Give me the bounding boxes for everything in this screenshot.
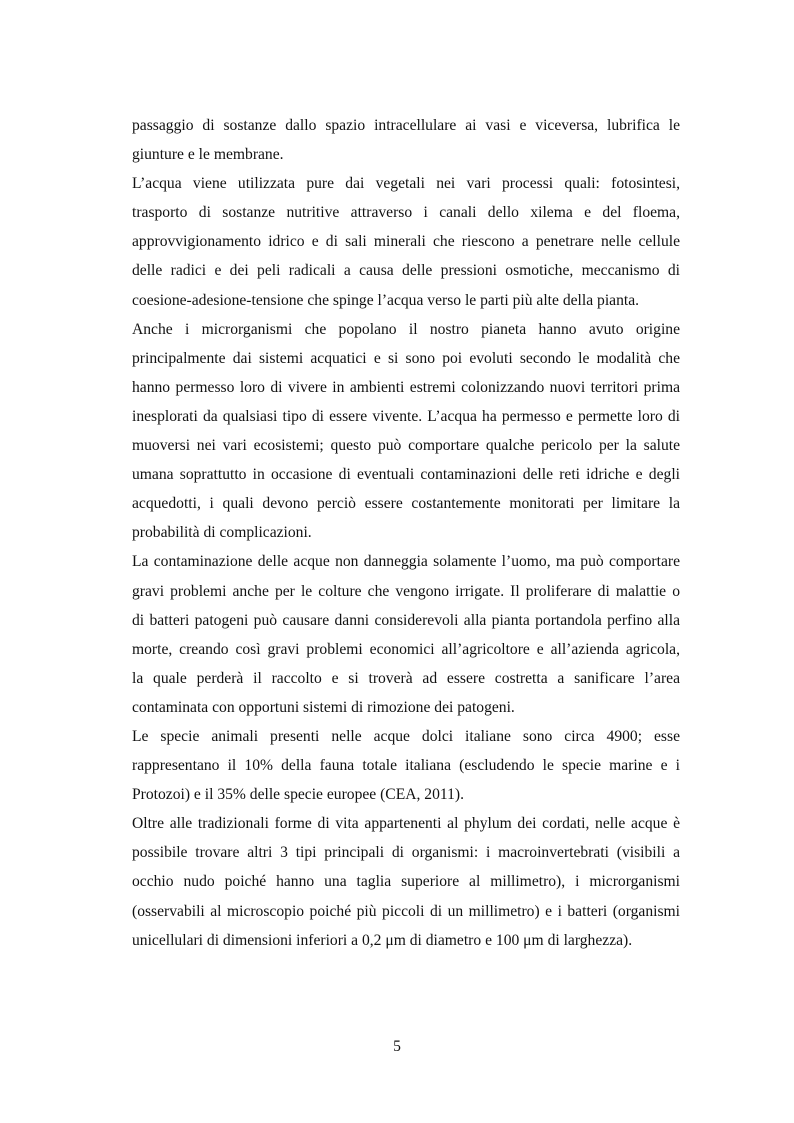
text-line: muoversi nei vari ecosistemi; questo può comportare qualche pericolo per la salute bbox=[132, 437, 680, 455]
text-line: occhio nudo poiché hanno una taglia superiore al millimetro), i microrganismi bbox=[132, 873, 680, 891]
text-line: inesplorati da qualsiasi tipo di essere vivente. L’acqua ha permesso e permette loro di bbox=[132, 407, 680, 425]
text-line: morte, creando così gravi problemi economici all’agricoltore e all’azienda agricola, bbox=[132, 640, 680, 658]
body-text bbox=[132, 111, 680, 955]
text-line: Le specie animali presenti nelle acque dolci italiane sono circa 4900; esse bbox=[132, 727, 680, 745]
text-line: rappresentano il 10% della fauna totale italiana (escludendo le specie marine e i bbox=[132, 757, 680, 775]
text-line: giunture e le membrane. bbox=[132, 146, 284, 164]
paragraph-animal-species bbox=[132, 722, 680, 809]
text-line: Protozoi) e il 35% delle specie europee (CEA, 2011). bbox=[132, 786, 464, 804]
paragraph-microorganisms bbox=[132, 315, 680, 548]
paragraph-plants bbox=[132, 169, 680, 314]
text-line: Anche i microrganismi che popolano il nostro pianeta hanno avuto origine bbox=[132, 320, 680, 338]
text-line: hanno permesso loro di vivere in ambienti estremi colonizzando nuovi territori prima bbox=[132, 378, 680, 396]
page-number: 5 bbox=[393, 1038, 401, 1055]
text-line: possibile trovare altri 3 tipi principali di organismi: i macroinvertebrati (visibili a bbox=[132, 844, 680, 862]
text-line: delle radici e dei peli radicali a causa delle pressioni osmotiche, meccanismo di bbox=[132, 262, 680, 280]
text-line: principalmente dai sistemi acquatici e si sono poi evoluti secondo le modalità che bbox=[132, 349, 680, 367]
text-line: passaggio di sostanze dallo spazio intracellulare ai vasi e viceversa, lubrifica le bbox=[132, 117, 680, 134]
paragraph-organism-types bbox=[132, 809, 680, 954]
text-line: L’acqua viene utilizzata pure dai vegetali nei vari processi quali: fotosintesi, bbox=[132, 175, 680, 193]
text-line: (osservabili al microscopio poiché più piccoli di un millimetro) e i batteri (organismi bbox=[132, 902, 680, 920]
text-line: approvvigionamento idrico e di sali minerali che riescono a penetrare nelle cellule bbox=[132, 233, 680, 251]
text-line: umana soprattutto in occasione di eventuali contaminazioni delle reti idriche e degli bbox=[132, 466, 680, 484]
text-line: acquedotti, i quali devono perciò essere costantemente monitorati per limitare la bbox=[132, 495, 680, 513]
text-line: trasporto di sostanze nutritive attraverso i canali dello xilema e del floema, bbox=[132, 204, 680, 222]
paragraph-water-functions bbox=[132, 111, 680, 169]
paragraph-contamination bbox=[132, 547, 680, 722]
text-line: gravi problemi anche per le colture che vengono irrigate. Il proliferare di malattie o bbox=[132, 582, 680, 600]
text-line: La contaminazione delle acque non danneggia solamente l’uomo, ma può comportare bbox=[132, 553, 680, 571]
text-line: probabilità di complicazioni. bbox=[132, 524, 312, 542]
text-line: unicellulari di dimensioni inferiori a 0,2 μm di diametro e 100 μm di larghezza). bbox=[132, 931, 633, 949]
text-line: contaminata con opportuni sistemi di rimozione dei patogeni. bbox=[132, 698, 515, 716]
text-line: coesione-adesione-tensione che spinge l’acqua verso le parti più alte della pianta. bbox=[132, 291, 640, 309]
text-line: la quale perderà il raccolto e si troverà ad essere costretta a sanificare l’area bbox=[132, 669, 680, 687]
text-line: di batteri patogeni può causare danni considerevoli alla pianta portandola perfino alla bbox=[132, 611, 680, 629]
text-line: Oltre alle tradizionali forme di vita appartenenti al phylum dei cordati, nelle acque è bbox=[132, 815, 680, 833]
